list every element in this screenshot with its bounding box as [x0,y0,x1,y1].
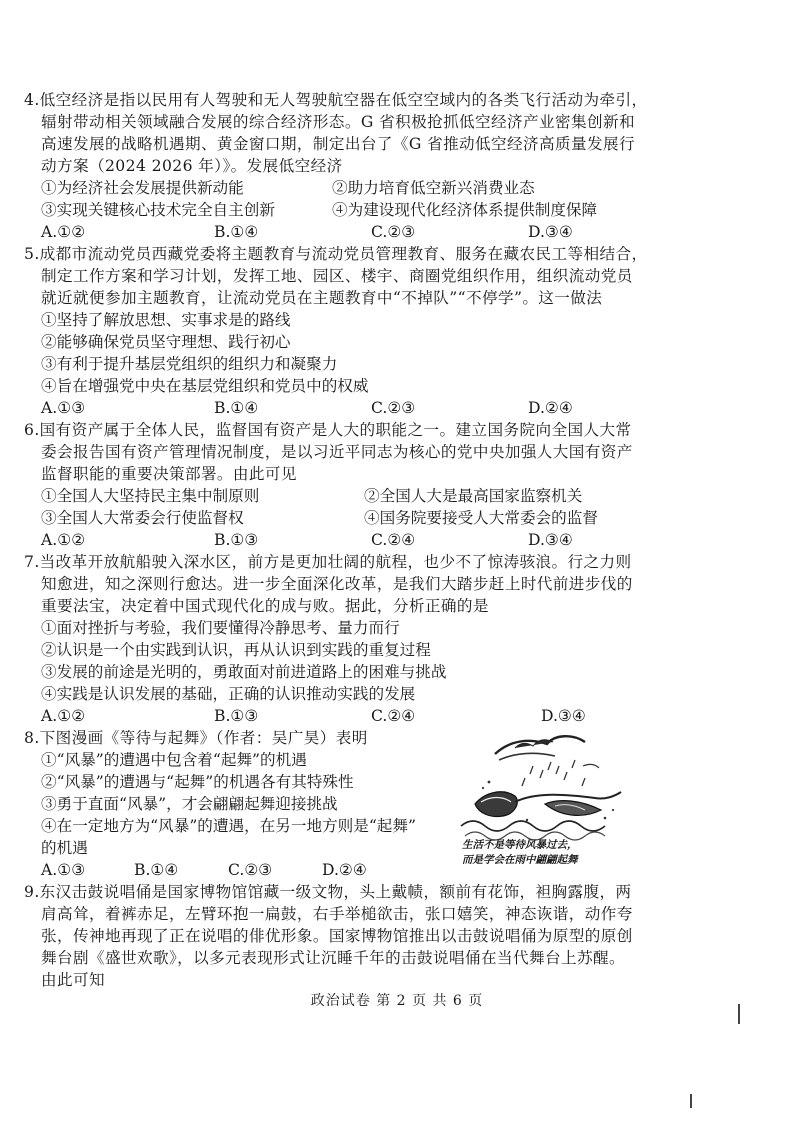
q8-option-c: C.②③ [228,861,273,879]
q6-stem-line-1: 6.国有资产属于全体人民，监督国有资产是人大的职能之一。建立国务院向全国人大常 [24,421,632,439]
q5-option-c: C.②③ [371,399,416,417]
q8-statement-1: ①“风暴”的遭遇中包含着“起舞”的机遇 [41,751,307,769]
q5-statement-4: ④旨在增强党中央在基层党组织和党员中的权威 [41,377,369,395]
q7-option-d: D.③④ [541,707,586,725]
q6-option-d: D.③④ [528,531,573,549]
q7-statement-2: ②认识是一个由实践到认识，再从认识到实践的重复过程 [41,641,431,659]
q5-stem-line-2: 制定工作方案和学习计划，发挥工地、园区、楼宇、商圈党组织作用，组织流动党员 [41,267,633,285]
q8-statement-2: ②“风暴”的遭遇与“起舞”的机遇各有其特殊性 [41,773,354,791]
q9-stem-line-4: 舞台剧《盛世欢歌》，以多元表现形式让沉睡千年的击鼓说唱俑在当代舞台上苏醒。 [41,949,625,967]
q4-statement-1: ①为经济社会发展提供新动能 [41,179,244,197]
scan-mark [690,1094,692,1108]
q4-option-d: D.③④ [528,223,573,241]
cartoon-dancing-in-storm [455,722,627,850]
page-footer: 政治试卷 第 2 页 共 6 页 [310,993,484,1009]
q4-stem-line-2: 辐射带动相关领域融合发展的综合经济形态。G 省积极抢抓低空经济产业密集创新和 [41,113,635,131]
q8-option-a: A.①③ [41,861,86,879]
q7-stem-line-3: 重要法宝，决定着中国式现代化的成与败。据此，分析正确的是 [41,597,489,615]
q5-stem-line-3: 就近就便参加主题教育，让流动党员在主题教育中“不掉队”“不停学”。这一做法 [41,289,603,307]
scan-mark [738,1004,740,1024]
q5-option-b: B.①④ [214,399,259,417]
q5-option-a: A.①③ [41,399,86,417]
q8-statement-4: ④在一定地方为“风暴”的遭遇，在另一地方则是“起舞” [41,817,416,835]
q6-option-a: A.①② [41,531,86,549]
q6-option-b: B.①③ [214,531,259,549]
q6-statement-2: ②全国人大是最高国家监察机关 [364,487,583,505]
q5-statement-2: ②能够确保党员坚守理想、践行初心 [41,333,291,351]
q6-statement-3: ③全国人大常委会行使监督权 [41,509,244,527]
q8-stem: 8.下图漫画《等待与起舞》（作者：吴广昊）表明 [24,729,368,747]
q8-option-d: D.②④ [322,861,367,879]
q9-stem-line-1: 9.东汉击鼓说唱俑是国家博物馆馆藏一级文物，头上戴帻，额前有花饰，袒胸露腹，两 [24,883,632,901]
q4-option-b: B.①④ [214,223,259,241]
q5-statement-1: ①坚持了解放思想、实事求是的路线 [41,311,291,329]
q7-stem-line-1: 7.当改革开放航船驶入深水区，前方是更加壮阔的航程，也少不了惊涛骇浪。行之力则 [24,553,632,571]
q7-stem-line-2: 知愈进，知之深则行愈达。进一步全面深化改革，是我们大踏步赶上时代前进步伐的 [41,575,633,593]
q6-statement-4: ④国务院要接受人大常委会的监督 [364,509,598,527]
q7-statement-3: ③发展的前途是光明的，勇敢面对前进道路上的困难与挑战 [41,663,447,681]
q9-stem-line-3: 张，传神地再现了正在说唱的俳优形象。国家博物馆推出以击鼓说唱俑为原型的原创 [41,927,633,945]
q6-stem-line-2: 委会报告国有资产管理情况制度，是以习近平同志为核心的党中央加强人大国有资产 [41,443,633,461]
q5-statement-3: ③有利于提升基层党组织的组织力和凝聚力 [41,355,338,373]
q6-statement-1: ①全国人大坚持民主集中制原则 [41,487,260,505]
q5-stem-line-1: 5.成都市流动党员西藏党委将主题教育与流动党员管理教育、服务在藏农民工等相结合， [24,245,648,263]
cartoon-caption-line-1: 生活不是等待风暴过去， [462,839,578,851]
q4-stem-line-3: 高速发展的战略机遇期、黄金窗口期，制定出台了《G 省推动低空经济高质量发展行 [41,135,635,153]
q7-option-c: C.②④ [371,707,416,725]
q6-option-c: C.②④ [371,531,416,549]
q4-option-c: C.②③ [371,223,416,241]
q7-statement-1: ①面对挫折与考验，我们要懂得冷静思考、量力而行 [41,619,400,637]
q8-option-b: B.①④ [134,861,179,879]
q6-stem-line-3: 监督职能的重要决策部署。由此可见 [41,465,297,483]
q8-statement-3: ③勇于直面“风暴”，才会翩翩起舞迎接挑战 [41,795,338,813]
q7-option-b: B.①③ [214,707,259,725]
q9-stem-line-5: 由此可知 [41,971,105,989]
q8-statement-4-cont: 的机遇 [41,839,88,857]
q9-stem-line-2: 肩高耸，着裤赤足，左臂环抱一扁鼓，右手举槌欲击，张口嬉笑，神态诙谐，动作夸 [41,905,633,923]
q4-option-a: A.①② [41,223,86,241]
q4-statement-4: ④为建设现代化经济体系提供制度保障 [332,201,598,219]
q4-statement-2: ②助力培育低空新兴消费业态 [332,179,535,197]
q5-option-d: D.②④ [528,399,573,417]
q4-stem-line-4: 动方案（2024 2026 年）》。发展低空经济 [41,157,343,175]
q7-statement-4: ④实践是认识发展的基础，正确的认识推动实践的发展 [41,685,416,703]
cartoon-caption-line-2: 而是学会在雨中翩翩起舞 [462,854,578,866]
q7-option-a: A.①② [41,707,86,725]
q4-statement-3: ③实现关键核心技术完全自主创新 [41,201,275,219]
q4-stem-line-1: 4.低空经济是指以民用有人驾驶和无人驾驶航空器在低空空域内的各类飞行活动为牵引， [24,91,648,109]
